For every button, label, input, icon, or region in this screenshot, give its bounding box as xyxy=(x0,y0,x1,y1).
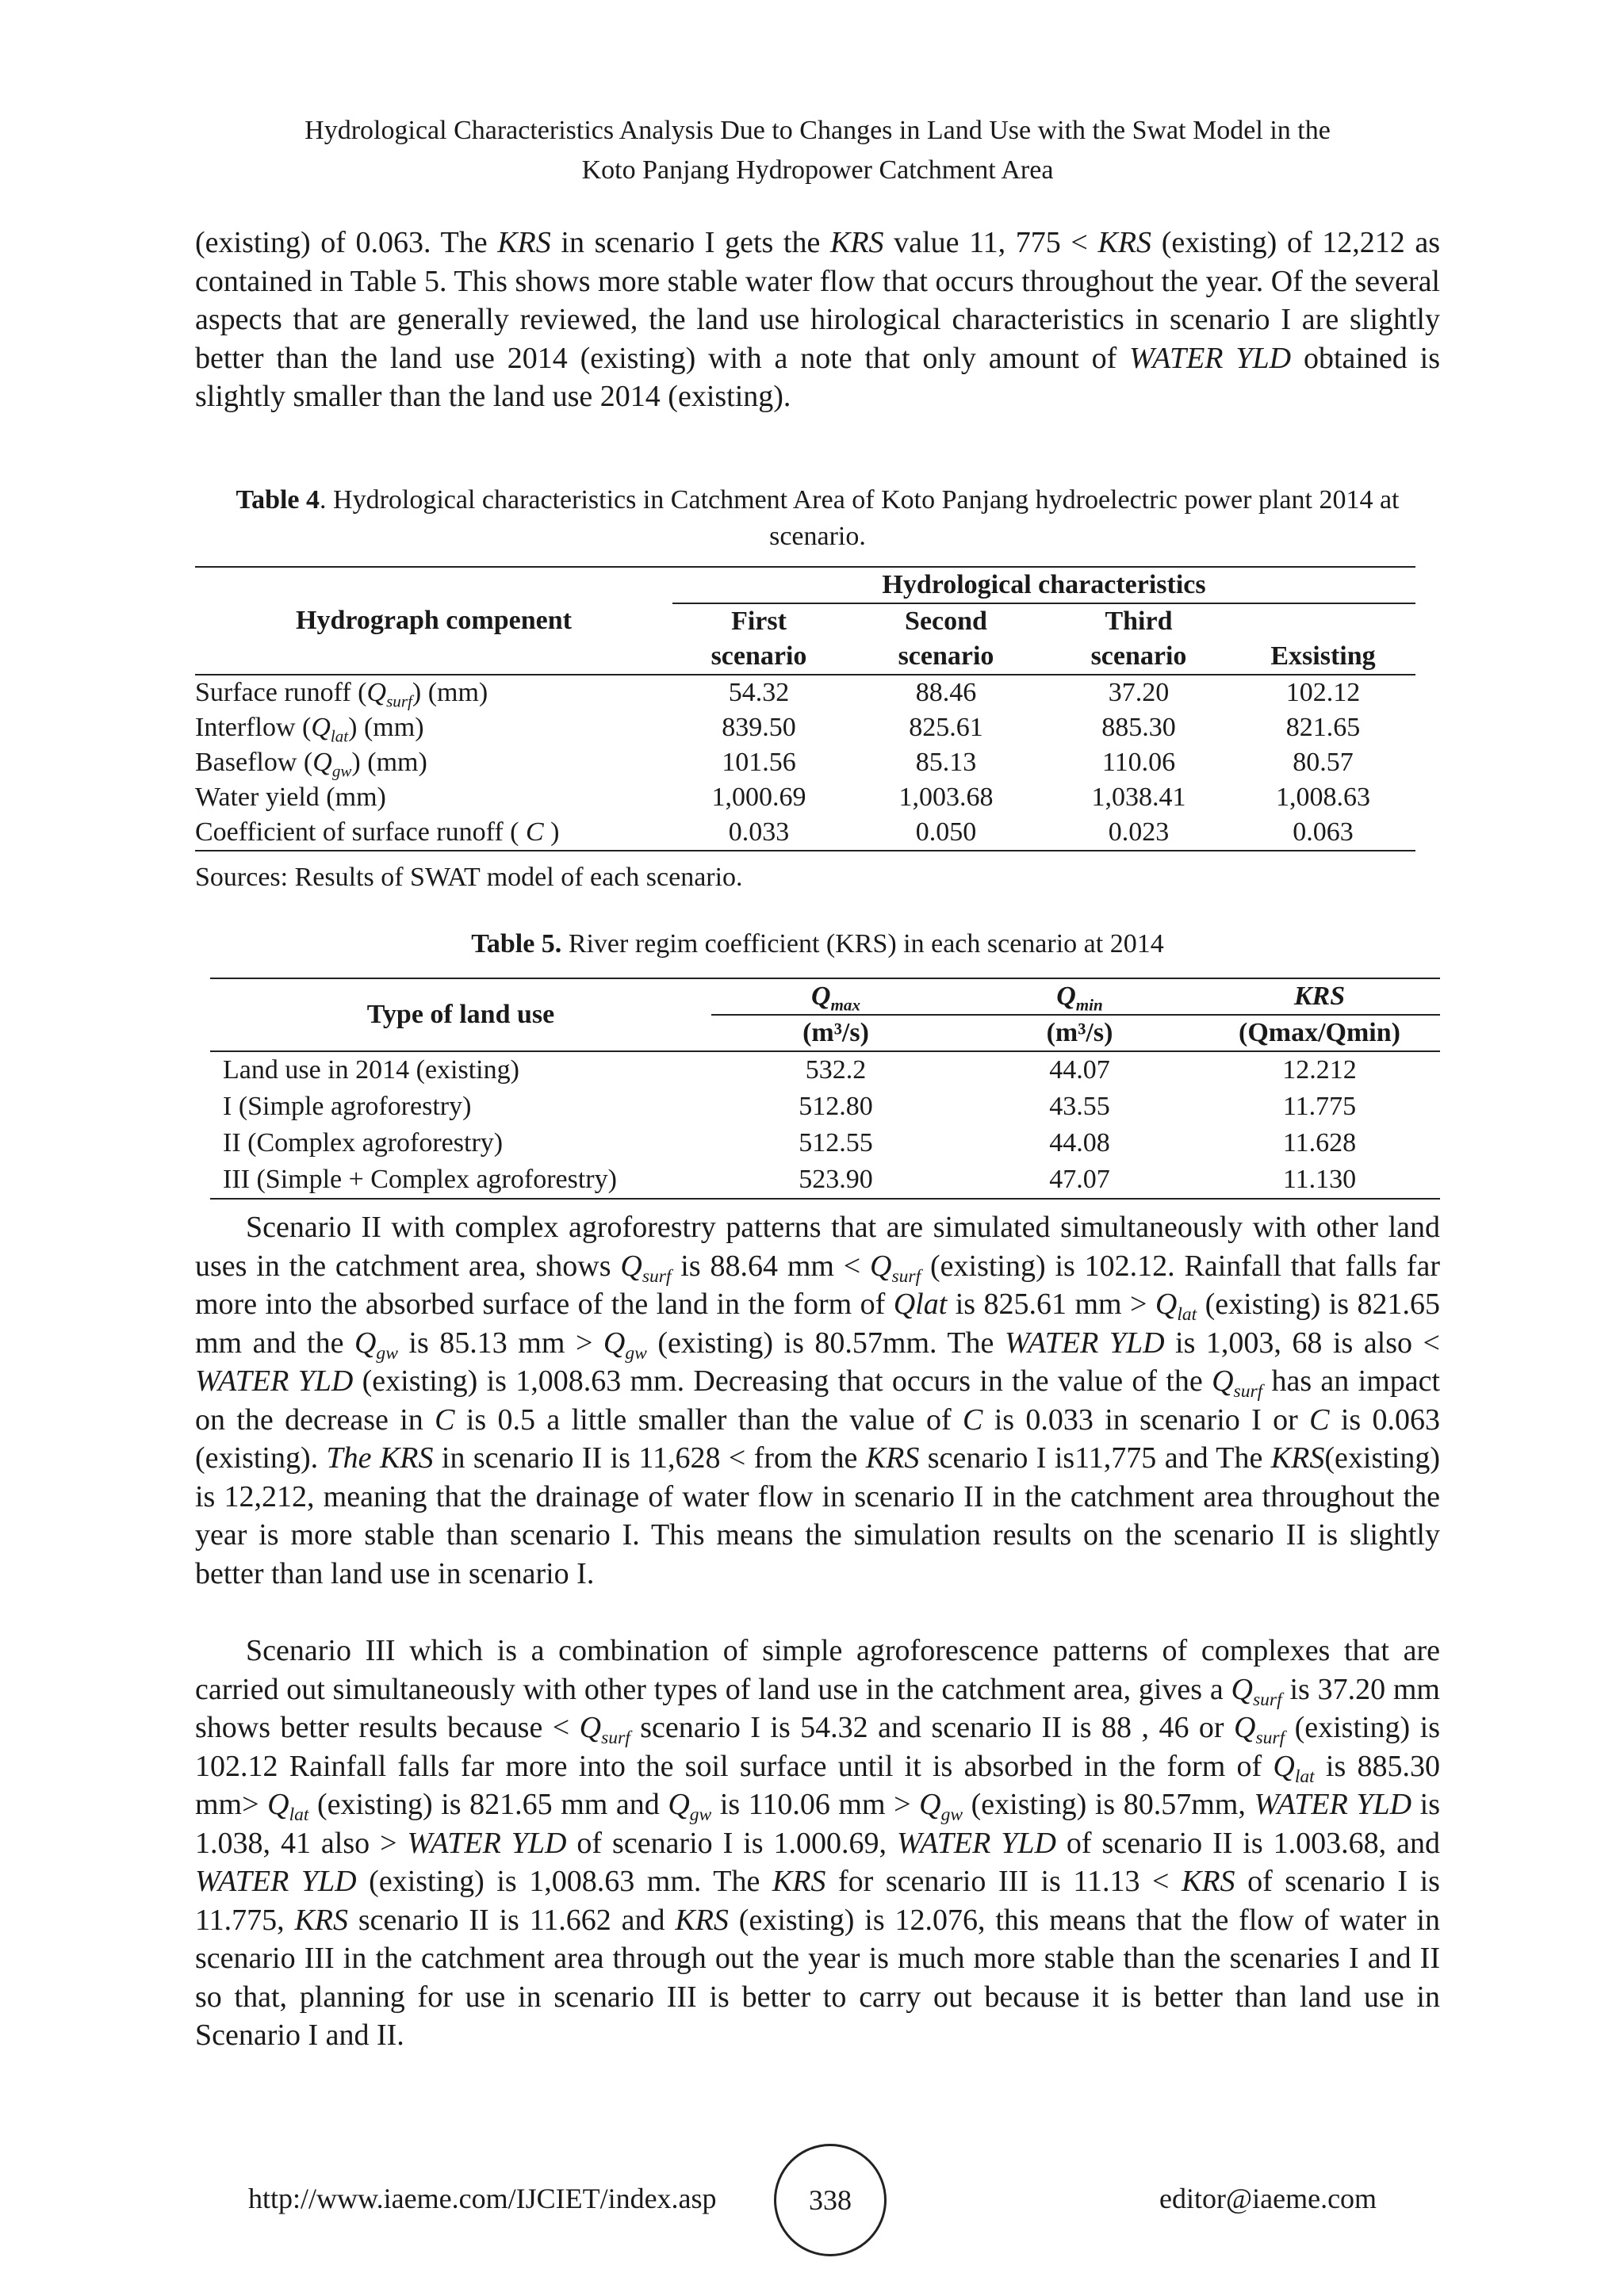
paragraph-2: Scenario II with complex agroforestry patterns that are simulated simultaneously with other land uses in the catchment area, shows $Q_{surf}$ is 88.64 mm < $Q_{surf}$ (existing) is 102.12. Rainfall that falls far more into the absorbed surface of the land in the form of Qlat is 825.61 mm > $Q_{lat}$ (existing) is 821.65 mm and the $Q_{gw}$ is 85.13 mm > $Q_{gw}$ (existing) is 80.57mm. The WATER YLD is 1,003, 68 is also < WATER YLD (existing) is 1,008.63 mm. Decreasing that occurs in the value of the $Q_{surf}$ has an impact on the decrease in C is 0.5 a little smaller than the value of C is 0.033 in scenario I or C is 0.063 (existing). The KRS in scenario II is 11,628 < from the KRS scenario I is11,775 and The KRS(existing) is 12,212, meaning that the drainage of water flow in scenario II in the catchment area throughout the year is more stable than scenario I. This means the simulation results on the scenario II is slightly better than land use in scenario I. xyxy=(195,1211,1441,1590)
table-5-label: Table 5. xyxy=(471,929,562,959)
footer-email-link[interactable]: editor@iaeme.com xyxy=(1159,2183,1377,2214)
table-row: Coefficient of surface runoff ( C ) 0.033 0.050 0.023 0.063 xyxy=(195,817,1354,847)
table-5-col0-header: Type of land use xyxy=(366,1000,555,1029)
table-5-qmax-unit: (m³/s) xyxy=(802,1018,869,1047)
running-head-line-2: Koto Panjang Hydropower Catchment Area xyxy=(581,155,1054,185)
page-number: 338 xyxy=(774,2144,887,2256)
table-4 xyxy=(195,566,1415,851)
table-row: Baseflow $(Q_{gw})$ (mm) 101.56 85.13 110.06 80.57 xyxy=(195,748,1354,781)
table-5-krs-unit: (Qmax/Qmin) xyxy=(1239,1018,1400,1047)
table-4-group-header: Hydrological characteristics xyxy=(672,567,1415,603)
table-4-col-header: Exsisting xyxy=(1270,641,1376,671)
table-4-caption: Table 4. Hydrological characteristics in Catchment Area of Koto Panjang hydroelectric power plant 2014 at scenario. xyxy=(236,485,1400,551)
table-5-krs-header: KRS xyxy=(1199,978,1440,1015)
footer-journal-link[interactable]: http://www.iaeme.com/IJCIET/index.asp xyxy=(248,2183,717,2214)
table-5-qmin-header: $Q_{min}$ xyxy=(960,978,1199,1015)
table-row: Land use in 2014 (existing) 532.2 44.07 12.212 xyxy=(223,1055,1357,1085)
table-row: III (Simple + Complex agroforestry) 523.90 47.07 11.130 xyxy=(223,1165,1357,1194)
paragraph-1: (existing) of 0.063. The KRS in scenario I gets the KRS value 11, 775 < KRS (existing) of 12,212 as contained in Table 5. This shows more stable water flow that occurs throughout the year. Of the several aspects that are generally reviewed, the land use hirological characteristics in scenario I are slightly better than the land use 2014 (existing) with a note that only amount of WATER YLD obtained is slightly smaller than the land use 2014 (existing). xyxy=(195,226,1441,413)
table-5 xyxy=(210,978,1440,1200)
table-5-qmin-unit: (m³/s) xyxy=(1046,1018,1113,1047)
table-4-col-header: Third scenario xyxy=(1090,607,1187,671)
table-row: Interflow $(Q_{lat})$ (mm) 839.50 825.61 885.30 821.65 xyxy=(195,713,1361,746)
running-head-line-1: Hydrological Characteristics Analysis Due to Changes in Land Use with the Swat Model in the xyxy=(304,116,1331,145)
table-row: II (Complex agroforestry) 512.55 44.08 11.628 xyxy=(223,1128,1357,1158)
paragraph-3: Scenario III which is a combination of simple agroforescence patterns of complexes that are carried out simultaneously with other types of land use in the catchment area, gives a $Q_{surf}$ is 37.20 mm shows better results because < $Q_{surf}$ scenario I is 54.32 and scenario II is 88 , 46 or $Q_{surf}$ (existing) is 102.12 Rainfall falls far more into the soil surface until it is absorbed in the form of $Q_{lat}$ is 885.30 $mm> Q_{lat}$ (existing) is 821.65 mm and $Q_{gw}$ is 110.06 mm > $Q_{gw}$ (existing) is 80.57mm, WATER YLD is 1.038, 41 also > WATER YLD of scenario I is 1.000.69, WATER YLD of scenario II is 1.003.68, and WATER YLD (existing) is 1,008.63 mm. The KRS for scenario III is 11.13 < KRS of scenario I is 11.775, KRS scenario II is 11.662 and KRS (existing) is 12.076, this means that the flow of water in scenario III in the catchment area through out the year is much more stable than the scenaries I and II so that, planning for use in scenario III is better to carry out because it is better than land use in Scenario I and II. xyxy=(195,1634,1441,2052)
table-4-label: Table 4 xyxy=(236,485,320,515)
table-row: Water yield (mm) 1,000.69 1,003.68 1,038.41 1,008.63 xyxy=(195,783,1370,812)
table-row: I (Simple agroforestry) 512.80 43.55 11.775 xyxy=(223,1092,1357,1121)
table-4-col0-header: Hydrograph compenent xyxy=(296,606,572,635)
table-row: Surface runoff $(Q_{surf})$ (mm) 54.32 88.46 37.20 102.12 xyxy=(195,678,1361,711)
running-head xyxy=(195,111,1440,190)
table-4-col-header: First scenario xyxy=(710,607,807,671)
table-4-source: Sources: Results of SWAT model of each scenario. xyxy=(195,863,743,892)
table-5-qmax-header: $Q_{max}$ xyxy=(711,978,960,1015)
table-4-col-header: Second scenario xyxy=(898,607,994,671)
table-5-caption: Table 5. River regim coefficient (KRS) in each scenario at 2014 xyxy=(471,929,1164,959)
